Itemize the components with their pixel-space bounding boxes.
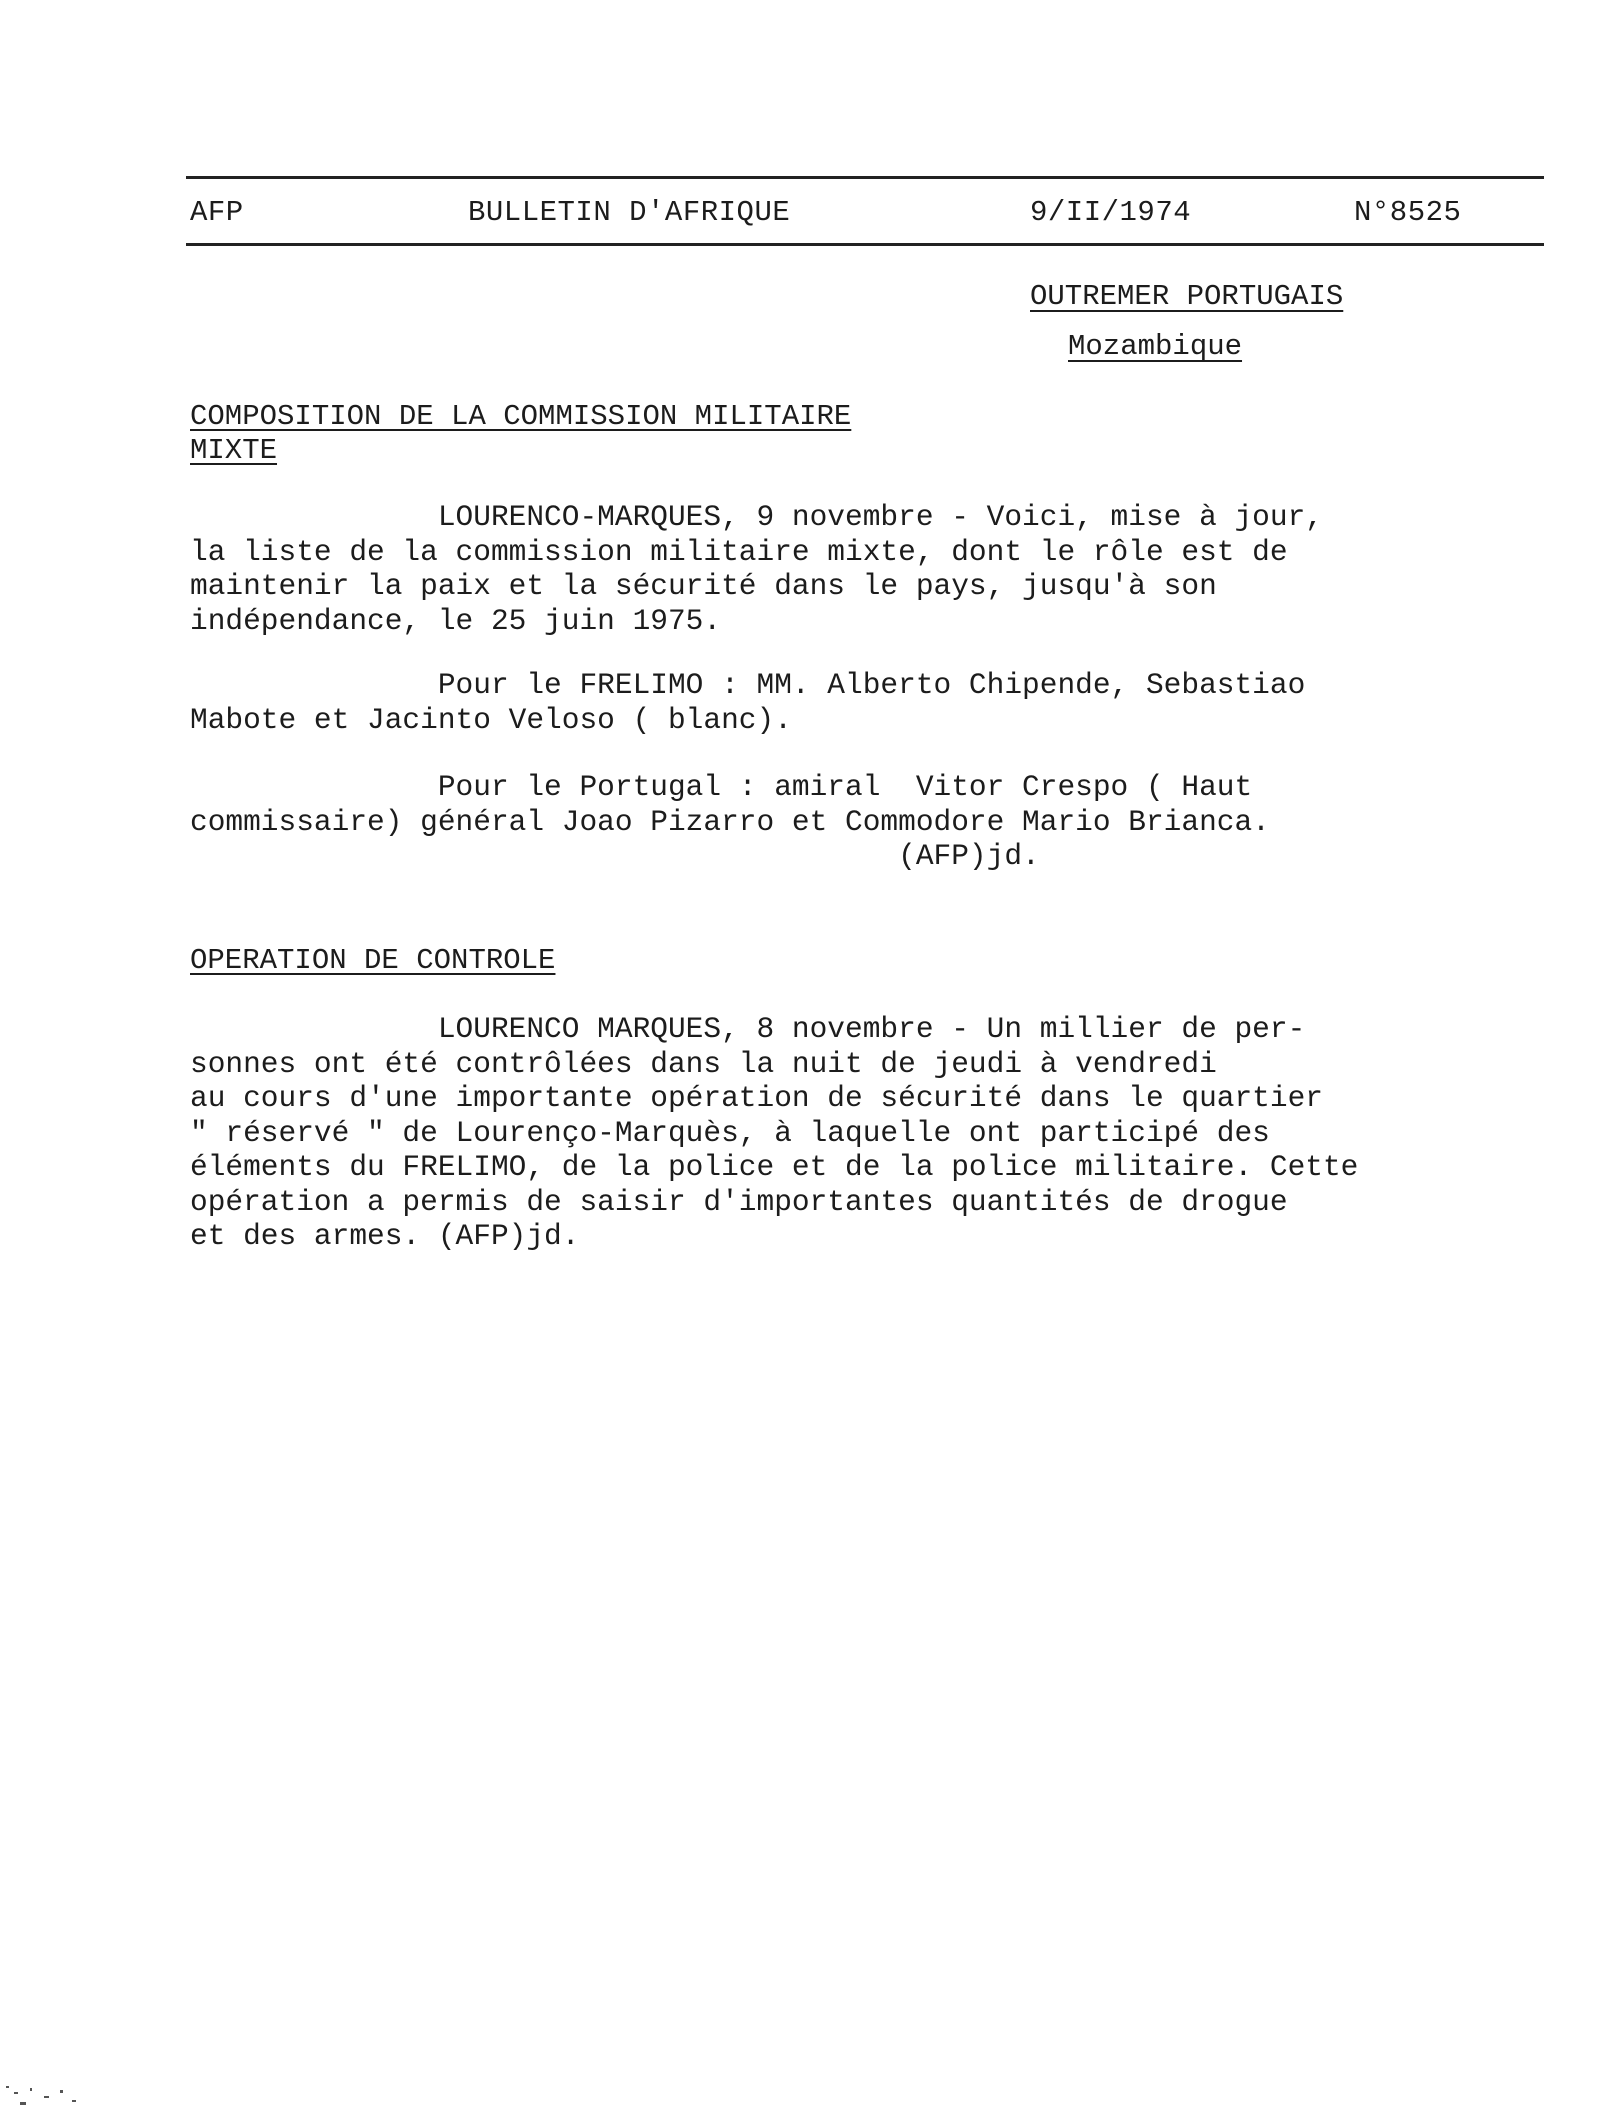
article1-headline-line1: COMPOSITION DE LA COMMISSION MILITAIRE [190,400,852,433]
header-date: 9/II/1974 [1030,196,1192,229]
region-heading: OUTREMER PORTUGAIS [1030,280,1344,313]
article1-headline-line2: MIXTE [190,434,278,467]
header-top-rule [186,176,1544,179]
header-bottom-rule [186,243,1544,246]
header-bulletin-title: BULLETIN D'AFRIQUE [468,196,791,229]
article2-paragraph1: LOURENCO MARQUES, 8 novembre - Un millier de per- sonnes ont été contrôlées dans la nuit de jeudi à vendredi au cours d'une importante opération de sécurité dans le quartier " réservé " de Lourenço-Marquès, à laquelle ont participé des éléments du FRELIMO, de la police et de la police militaire. Cette opération a permis de saisir d'importantes quantités de drogue et des armes. (AFP)jd. [190,1012,1359,1253]
article1-paragraph1: LOURENCO-MARQUES, 9 novembre - Voici, mise à jour, la liste de la commission militaire mixte, dont le rôle est de maintenir la paix et la sécurité dans le pays, jusqu'à son indépendance, le 25 juin 1975. [190,500,1323,638]
article2-headline: OPERATION DE CONTROLE [190,944,556,977]
header-issue-number: N°8525 [1354,196,1462,229]
article1-paragraph2: Pour le FRELIMO : MM. Alberto Chipende, Sebastiao Mabote et Jacinto Veloso ( blanc). [190,668,1306,737]
scan-noise-mark [0,2080,90,2112]
article1-paragraph3: Pour le Portugal : amiral Vitor Crespo ( Haut commissaire) général Joao Pizarro et Commodore Mario Brianca. (AFP)jd. [190,770,1270,873]
header-agency: AFP [190,196,244,229]
region-subheading: Mozambique [1068,330,1243,363]
